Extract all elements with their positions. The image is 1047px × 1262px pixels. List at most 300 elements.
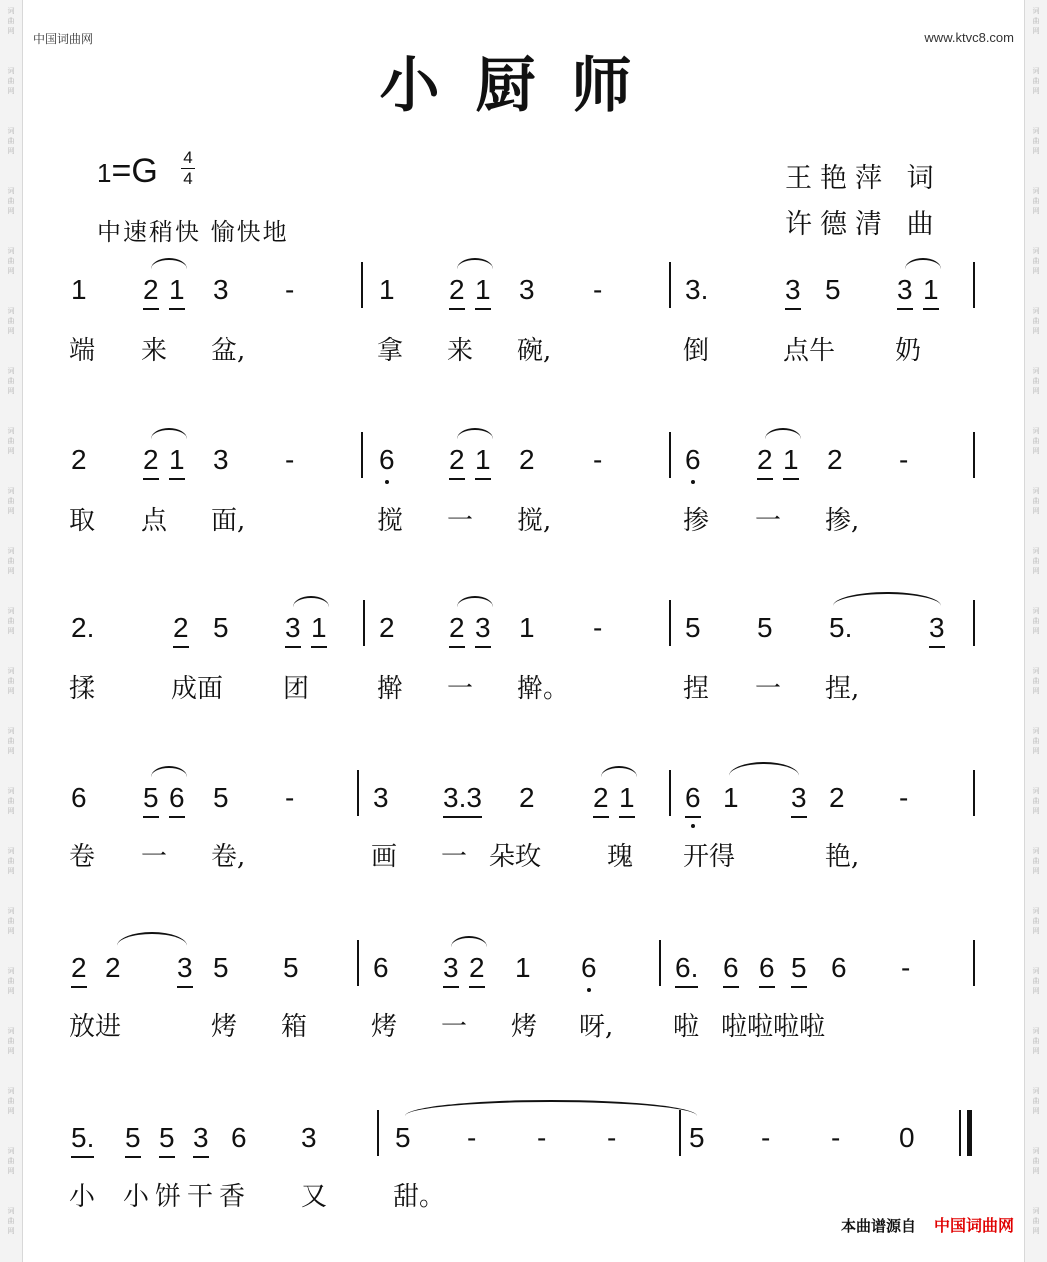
watermark-glyph: 词 [7, 7, 15, 15]
note: 3 [373, 782, 389, 813]
lyric: 拿 [377, 336, 404, 366]
key-equals: =G [111, 152, 158, 190]
watermark-glyph: 曲 [7, 737, 15, 745]
note: - [593, 274, 603, 305]
bar-line [973, 600, 975, 646]
source-label: 本曲谱源自 [840, 1217, 916, 1235]
note: 5 [685, 612, 701, 643]
watermark-glyph: 网 [7, 27, 15, 35]
slur [151, 766, 187, 777]
watermark-glyph: 网 [1032, 807, 1040, 815]
watermark-glyph: 网 [7, 687, 15, 695]
watermark-glyph: 曲 [7, 317, 15, 325]
lyric: 擀。 [517, 674, 570, 704]
note: 5 [159, 1122, 175, 1158]
slur [457, 428, 493, 439]
watermark-glyph: 词 [7, 667, 15, 675]
watermark-glyph: 曲 [7, 1097, 15, 1105]
watermark-glyph: 词 [1032, 127, 1040, 135]
watermark-glyph: 网 [1032, 627, 1040, 635]
watermark-glyph: 词 [7, 727, 15, 735]
note: 2 [519, 782, 535, 813]
header-url: www.ktvc8.com [924, 30, 1014, 45]
note: 5 [125, 1122, 141, 1158]
slur [117, 932, 187, 946]
composer-credit: 许德清 曲 [785, 209, 942, 240]
slur [151, 258, 187, 269]
note: 1 [71, 274, 87, 305]
watermark-glyph: 词 [1032, 247, 1040, 255]
watermark-glyph: 词 [7, 787, 15, 795]
watermark-glyph: 网 [7, 327, 15, 335]
note: 6. [675, 952, 698, 988]
note: 1 [379, 274, 395, 305]
watermark-glyph: 网 [1032, 447, 1040, 455]
note: 1 [515, 952, 531, 983]
watermark-glyph: 词 [7, 67, 15, 75]
tie [405, 1100, 697, 1116]
watermark-glyph: 曲 [1032, 437, 1040, 445]
watermark-glyph: 曲 [1032, 497, 1040, 505]
note: 1 [519, 612, 535, 643]
note: 3 [519, 274, 535, 305]
watermark-glyph: 网 [7, 1047, 15, 1055]
watermark-glyph: 网 [1032, 567, 1040, 575]
watermark-glyph: 词 [7, 247, 15, 255]
watermark-glyph: 曲 [1032, 1217, 1040, 1225]
low-octave-dot [691, 824, 695, 828]
watermark-glyph: 词 [1032, 547, 1040, 555]
note: - [901, 952, 911, 983]
note: 2 [449, 274, 465, 310]
watermark-glyph: 网 [1032, 327, 1040, 335]
lyric: 成面 [171, 674, 224, 704]
lyric: 奶 [895, 336, 922, 366]
watermark-glyph: 词 [1032, 67, 1040, 75]
watermark-glyph: 网 [1032, 267, 1040, 275]
note: 6 [723, 952, 739, 988]
note: 6 [169, 782, 185, 818]
note: - [899, 782, 909, 813]
note: 6 [373, 952, 389, 983]
watermark-glyph: 曲 [1032, 1157, 1040, 1165]
watermark-glyph: 词 [1032, 307, 1040, 315]
watermark-glyph: 网 [7, 447, 15, 455]
right-watermark-strip [1024, 0, 1047, 1262]
final-bar-thick [967, 1110, 972, 1156]
watermark-glyph: 网 [7, 1167, 15, 1175]
lyric: 烤 [371, 1012, 398, 1042]
note: 2 [449, 612, 465, 648]
note: 2 [519, 444, 535, 475]
watermark-glyph: 曲 [1032, 257, 1040, 265]
score-page [23, 0, 1024, 1262]
note: 3 [213, 444, 229, 475]
note: 5 [791, 952, 807, 988]
watermark-glyph: 曲 [1032, 737, 1040, 745]
note: 5 [213, 612, 229, 643]
lyric: 掺, [825, 506, 860, 536]
watermark-glyph: 曲 [7, 197, 15, 205]
bar-line [669, 600, 671, 646]
note: 3 [285, 612, 301, 648]
lyric: 烤 [511, 1012, 538, 1042]
watermark-glyph: 曲 [1032, 197, 1040, 205]
watermark-glyph: 网 [1032, 27, 1040, 35]
low-octave-dot [691, 480, 695, 484]
watermark-glyph: 网 [7, 387, 15, 395]
bar-line [361, 262, 363, 308]
note: 3 [929, 612, 945, 648]
watermark-glyph: 曲 [7, 617, 15, 625]
note: 2 [469, 952, 485, 988]
watermark-glyph: 曲 [7, 1217, 15, 1225]
watermark-glyph: 网 [1032, 87, 1040, 95]
lyric: 一 [441, 842, 468, 872]
watermark-glyph: 网 [7, 927, 15, 935]
watermark-glyph: 网 [7, 987, 15, 995]
watermark-glyph: 词 [7, 1027, 15, 1035]
bar-line [363, 600, 365, 646]
watermark-glyph: 词 [7, 547, 15, 555]
note: 5 [283, 952, 299, 983]
watermark-glyph: 曲 [7, 977, 15, 985]
slur [905, 258, 941, 269]
watermark-glyph: 曲 [7, 257, 15, 265]
lyric: 端 [69, 336, 96, 366]
lyricist-credit: 王艳萍 词 [785, 163, 942, 194]
watermark-glyph: 词 [7, 127, 15, 135]
note: 2 [757, 444, 773, 480]
time-signature [181, 148, 195, 189]
lyric: 来 [141, 336, 168, 366]
note: 5 [213, 782, 229, 813]
watermark-glyph: 词 [1032, 967, 1040, 975]
watermark-glyph: 网 [7, 807, 15, 815]
lyric: 烤 [211, 1012, 238, 1042]
watermark-glyph: 词 [7, 367, 15, 375]
note: - [899, 444, 909, 475]
lyric: 倒 [683, 336, 710, 366]
lyric: 搅 [377, 506, 404, 536]
note: 5 [689, 1122, 705, 1153]
note: - [467, 1122, 477, 1153]
watermark-glyph: 词 [1032, 607, 1040, 615]
bar-line [361, 432, 363, 478]
low-octave-dot [385, 480, 389, 484]
note: - [537, 1122, 547, 1153]
source-site-link[interactable]: 中国词曲网 [933, 1216, 1014, 1235]
lyric: 点 [141, 506, 168, 536]
note: 2 [173, 612, 189, 648]
watermark-glyph: 曲 [7, 1157, 15, 1165]
low-octave-dot [587, 988, 591, 992]
slur [765, 428, 801, 439]
watermark-glyph: 曲 [1032, 557, 1040, 565]
watermark-glyph: 词 [7, 1087, 15, 1095]
slur [151, 428, 187, 439]
lyric: 甜。 [393, 1182, 446, 1212]
note: 1 [311, 612, 327, 648]
note: 2 [105, 952, 121, 983]
watermark-glyph: 曲 [1032, 1037, 1040, 1045]
note: 1 [723, 782, 739, 813]
watermark-glyph: 曲 [7, 137, 15, 145]
note: 3 [213, 274, 229, 305]
watermark-glyph: 网 [7, 747, 15, 755]
slur [457, 596, 493, 607]
watermark-glyph: 曲 [1032, 317, 1040, 325]
lyric: 又 [301, 1182, 328, 1212]
watermark-glyph: 网 [1032, 1227, 1040, 1235]
note: 0 [899, 1122, 915, 1153]
note: 6 [685, 782, 701, 818]
slur [729, 762, 799, 776]
watermark-glyph: 词 [1032, 7, 1040, 15]
bar-line [357, 770, 359, 816]
watermark-glyph: 网 [7, 867, 15, 875]
bar-line [669, 770, 671, 816]
lyric: 一 [141, 842, 168, 872]
watermark-glyph: 曲 [1032, 977, 1040, 985]
watermark-glyph: 词 [1032, 1087, 1040, 1095]
watermark-glyph: 网 [7, 627, 15, 635]
lyric: 一 [441, 1012, 468, 1042]
header-site-name: 中国词曲网 [33, 32, 94, 46]
lyric: 一 [447, 506, 474, 536]
tempo-marking: 中速稍快 愉快地 [97, 218, 289, 246]
watermark-glyph: 网 [1032, 207, 1040, 215]
watermark-glyph: 词 [7, 187, 15, 195]
watermark-glyph: 网 [7, 87, 15, 95]
watermark-glyph: 网 [7, 267, 15, 275]
lyric: 啦啦啦啦 [721, 1012, 826, 1042]
bar-line [973, 770, 975, 816]
watermark-glyph: 曲 [1032, 797, 1040, 805]
note: 5 [143, 782, 159, 818]
note: 2 [143, 274, 159, 310]
note: - [285, 444, 295, 475]
watermark-glyph: 网 [7, 567, 15, 575]
lyric: 捏, [825, 674, 860, 704]
source-credit [841, 1213, 1014, 1236]
watermark-glyph: 曲 [1032, 377, 1040, 385]
watermark-glyph: 曲 [7, 677, 15, 685]
watermark-glyph: 网 [7, 207, 15, 215]
lyric: 一 [755, 506, 782, 536]
watermark-glyph: 网 [7, 147, 15, 155]
song-title: 小厨师 [379, 51, 668, 121]
watermark-glyph: 曲 [7, 917, 15, 925]
note: 5. [829, 612, 853, 643]
note: 3 [193, 1122, 209, 1158]
watermark-glyph: 网 [1032, 1047, 1040, 1055]
lyric: 面, [211, 506, 246, 536]
note: 1 [169, 444, 185, 480]
note: 5 [213, 952, 229, 983]
watermark-glyph: 曲 [7, 17, 15, 25]
watermark-glyph: 曲 [1032, 857, 1040, 865]
note: 2 [379, 612, 395, 643]
watermark-glyph: 词 [7, 1207, 15, 1215]
note: 2 [143, 444, 159, 480]
lyric: 瑰 [607, 842, 634, 872]
lyric: 盆, [211, 336, 246, 366]
watermark-glyph: 词 [1032, 847, 1040, 855]
watermark-glyph: 词 [1032, 1027, 1040, 1035]
note: 3 [443, 952, 459, 988]
watermark-glyph: 词 [1032, 487, 1040, 495]
slur [451, 936, 487, 947]
note: 3 [897, 274, 913, 310]
note: 2 [827, 444, 843, 475]
note: 5 [825, 274, 841, 305]
watermark-glyph: 曲 [1032, 677, 1040, 685]
note: - [831, 1122, 841, 1153]
watermark-glyph: 曲 [7, 797, 15, 805]
note: 2 [829, 782, 845, 813]
bar-line [973, 940, 975, 986]
lyric: 点牛 [783, 336, 836, 366]
lyric: 小饼干香 [123, 1182, 252, 1212]
bar-line [669, 432, 671, 478]
lyric: 箱 [281, 1012, 308, 1042]
note: - [593, 444, 603, 475]
bar-line [973, 262, 975, 308]
watermark-glyph: 网 [7, 1227, 15, 1235]
lyric: 一 [755, 674, 782, 704]
note: 2. [71, 612, 95, 643]
slur [293, 596, 329, 607]
watermark-glyph: 词 [7, 967, 15, 975]
watermark-glyph: 词 [1032, 727, 1040, 735]
lyric: 搅, [517, 506, 552, 536]
watermark-glyph: 词 [1032, 367, 1040, 375]
watermark-glyph: 词 [7, 427, 15, 435]
left-watermark-strip [0, 0, 23, 1262]
watermark-glyph: 词 [1032, 1147, 1040, 1155]
lyric: 卷, [211, 842, 246, 872]
watermark-glyph: 网 [7, 507, 15, 515]
watermark-glyph: 曲 [1032, 617, 1040, 625]
note: - [285, 274, 295, 305]
lyric: 呀, [579, 1012, 614, 1042]
note: 3 [475, 612, 491, 648]
note: 3 [791, 782, 807, 818]
lyric: 取 [69, 506, 96, 536]
lyric: 来 [447, 336, 474, 366]
note: 6 [379, 444, 395, 475]
note: - [761, 1122, 771, 1153]
bar-line [377, 1110, 379, 1156]
lyric: 碗, [517, 336, 552, 366]
watermark-glyph: 曲 [7, 497, 15, 505]
note: 3 [785, 274, 801, 310]
bar-line [669, 262, 671, 308]
note: 6 [831, 952, 847, 983]
watermark-glyph: 曲 [7, 857, 15, 865]
time-bottom: 4 [181, 168, 195, 189]
watermark-glyph: 词 [1032, 1207, 1040, 1215]
lyric: 捏 [683, 674, 710, 704]
note: 1 [783, 444, 799, 480]
watermark-glyph: 网 [1032, 507, 1040, 515]
watermark-glyph: 词 [7, 1147, 15, 1155]
note: 6 [71, 782, 87, 813]
watermark-glyph: 词 [7, 847, 15, 855]
watermark-glyph: 词 [1032, 907, 1040, 915]
key-one: 1 [97, 158, 112, 188]
watermark-glyph: 曲 [7, 377, 15, 385]
bar-line [357, 940, 359, 986]
watermark-glyph: 词 [1032, 667, 1040, 675]
note: 3 [177, 952, 193, 988]
lyric: 掺 [683, 506, 710, 536]
lyric: 卷 [69, 842, 96, 872]
note: 2 [71, 444, 87, 475]
watermark-glyph: 词 [7, 307, 15, 315]
note: 1 [475, 274, 491, 310]
watermark-glyph: 网 [1032, 987, 1040, 995]
watermark-glyph: 网 [1032, 1167, 1040, 1175]
watermark-glyph: 网 [1032, 147, 1040, 155]
note: 3. [685, 274, 709, 305]
note: 6 [759, 952, 775, 988]
note: 1 [169, 274, 185, 310]
lyric: 一 [447, 674, 474, 704]
bar-line [679, 1110, 681, 1156]
note: 5 [757, 612, 773, 643]
time-top: 4 [183, 148, 193, 167]
note: - [593, 612, 603, 643]
watermark-glyph: 曲 [1032, 137, 1040, 145]
watermark-glyph: 网 [1032, 387, 1040, 395]
watermark-glyph: 曲 [1032, 17, 1040, 25]
bar-line [973, 432, 975, 478]
lyric: 小 [69, 1182, 96, 1212]
slur [833, 592, 941, 606]
lyric: 朵玫 [489, 842, 542, 872]
note: 5 [395, 1122, 411, 1153]
note: 1 [475, 444, 491, 480]
watermark-glyph: 词 [1032, 427, 1040, 435]
lyric: 开得 [683, 842, 736, 872]
lyric: 啦 [673, 1012, 700, 1042]
watermark-glyph: 网 [7, 1107, 15, 1115]
watermark-glyph: 词 [1032, 187, 1040, 195]
watermark-glyph: 曲 [7, 557, 15, 565]
watermark-glyph: 曲 [7, 437, 15, 445]
note: 6 [231, 1122, 247, 1153]
watermark-glyph: 网 [1032, 927, 1040, 935]
lyric: 擀 [377, 674, 404, 704]
final-bar-thin [959, 1110, 961, 1156]
note: 6 [685, 444, 701, 475]
note: 3 [301, 1122, 317, 1153]
note: 1 [923, 274, 939, 310]
lyric: 团 [283, 674, 310, 704]
note: - [285, 782, 295, 813]
note: 3.3 [443, 782, 482, 818]
note: 2 [593, 782, 609, 818]
note: 2 [71, 952, 87, 988]
watermark-glyph: 词 [7, 607, 15, 615]
watermark-glyph: 网 [1032, 867, 1040, 875]
watermark-glyph: 网 [1032, 1107, 1040, 1115]
watermark-glyph: 曲 [7, 77, 15, 85]
note: 1 [619, 782, 635, 818]
watermark-glyph: 网 [1032, 687, 1040, 695]
